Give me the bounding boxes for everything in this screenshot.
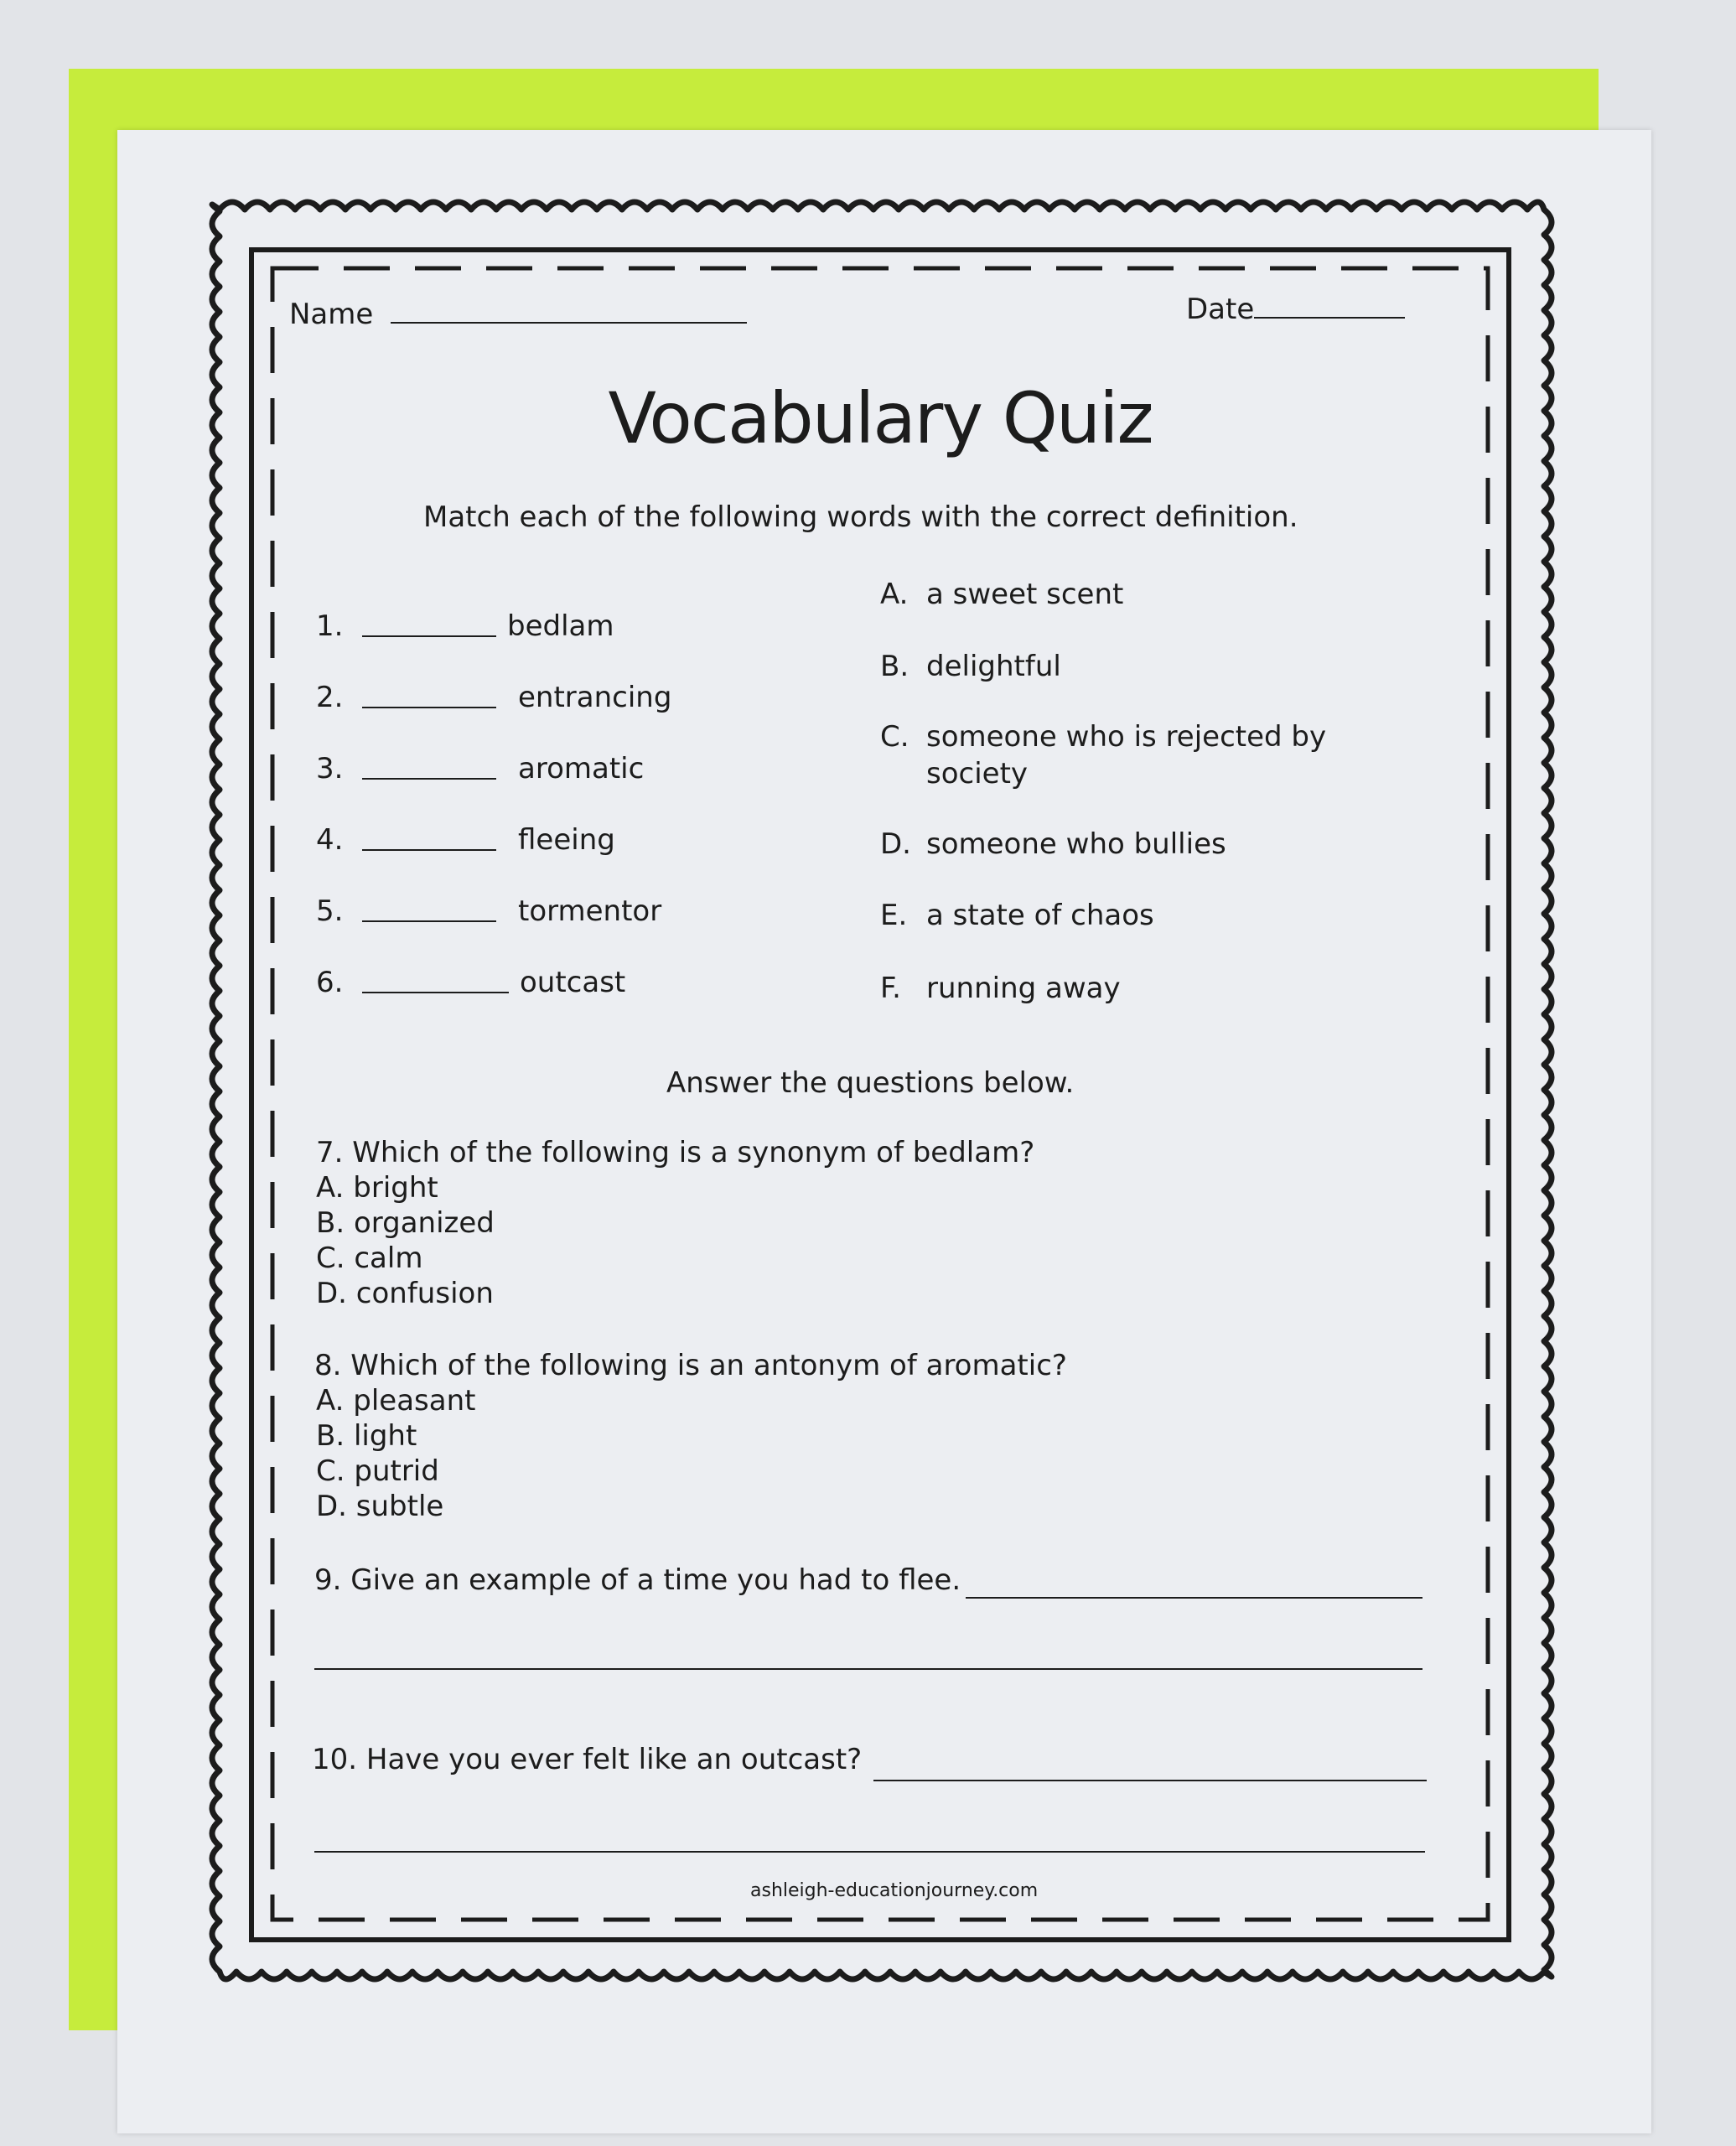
q7-option: C. calm xyxy=(316,1241,423,1275)
matching-number: 5. xyxy=(316,894,344,928)
q8-option: A. pleasant xyxy=(316,1384,476,1418)
question-7: 7. Which of the following is a synonym of bedlam? xyxy=(316,1136,1035,1169)
definition-text-continued: society xyxy=(926,757,1029,790)
definition-letter: D. xyxy=(880,827,911,861)
matching-word: outcast xyxy=(520,966,626,999)
matching-answer-blank[interactable] xyxy=(362,849,496,851)
matching-number: 1. xyxy=(316,609,344,643)
definition-text: delightful xyxy=(926,650,1061,683)
matching-word: entrancing xyxy=(518,681,672,714)
matching-word: tormentor xyxy=(518,894,662,928)
q8-option: B. light xyxy=(316,1419,417,1453)
definition-letter: F. xyxy=(880,972,901,1005)
matching-number: 6. xyxy=(316,966,344,999)
question-8: 8. Which of the following is an antonym of aromatic? xyxy=(314,1349,1067,1382)
matching-answer-blank[interactable] xyxy=(362,778,496,780)
definition-text: a state of chaos xyxy=(926,899,1154,932)
q7-option: D. confusion xyxy=(316,1277,494,1310)
name-field[interactable] xyxy=(289,300,747,329)
matching-word: fleeing xyxy=(518,823,615,857)
matching-number: 4. xyxy=(316,823,344,857)
footer-url: ashleigh-educationjourney.com xyxy=(750,1880,1039,1901)
definition-text: someone who is rejected by xyxy=(926,720,1327,754)
q8-option: C. putrid xyxy=(316,1454,439,1488)
matching-instruction: Match each of the following words with the correct definition. xyxy=(423,500,1298,534)
q7-option: A. bright xyxy=(316,1171,438,1205)
definition-text: someone who bullies xyxy=(926,827,1226,861)
question-9: 9. Give an example of a time you had to flee. xyxy=(314,1563,961,1597)
name-label: Name xyxy=(289,298,374,331)
name-blank[interactable] xyxy=(391,322,747,324)
matching-answer-blank[interactable] xyxy=(362,992,509,993)
matching-answer-blank[interactable] xyxy=(362,635,496,637)
page-title: Vocabulary Quiz xyxy=(608,377,1153,459)
date-blank[interactable] xyxy=(1254,317,1405,319)
definition-text: running away xyxy=(926,972,1121,1005)
definition-letter: B. xyxy=(880,650,909,683)
definition-text: a sweet scent xyxy=(926,578,1124,611)
q8-option: D. subtle xyxy=(316,1490,444,1523)
matching-word: bedlam xyxy=(507,609,614,643)
matching-number: 3. xyxy=(316,752,344,785)
q10-answer-line[interactable] xyxy=(873,1780,1427,1781)
q9-answer-line[interactable] xyxy=(314,1668,1422,1670)
definition-letter: C. xyxy=(880,720,909,754)
q10-answer-line[interactable] xyxy=(314,1851,1425,1853)
matching-answer-blank[interactable] xyxy=(362,920,496,922)
date-field[interactable] xyxy=(1186,295,1405,324)
matching-answer-blank[interactable] xyxy=(362,707,496,708)
question-10: 10. Have you ever felt like an outcast? xyxy=(312,1743,863,1776)
definition-letter: E. xyxy=(880,899,908,932)
definition-letter: A. xyxy=(880,578,909,611)
q9-answer-line[interactable] xyxy=(966,1597,1422,1599)
date-label: Date xyxy=(1186,293,1255,326)
questions-instruction: Answer the questions below. xyxy=(666,1066,1075,1100)
q7-option: B. organized xyxy=(316,1206,495,1240)
matching-word: aromatic xyxy=(518,752,645,785)
matching-number: 2. xyxy=(316,681,344,714)
